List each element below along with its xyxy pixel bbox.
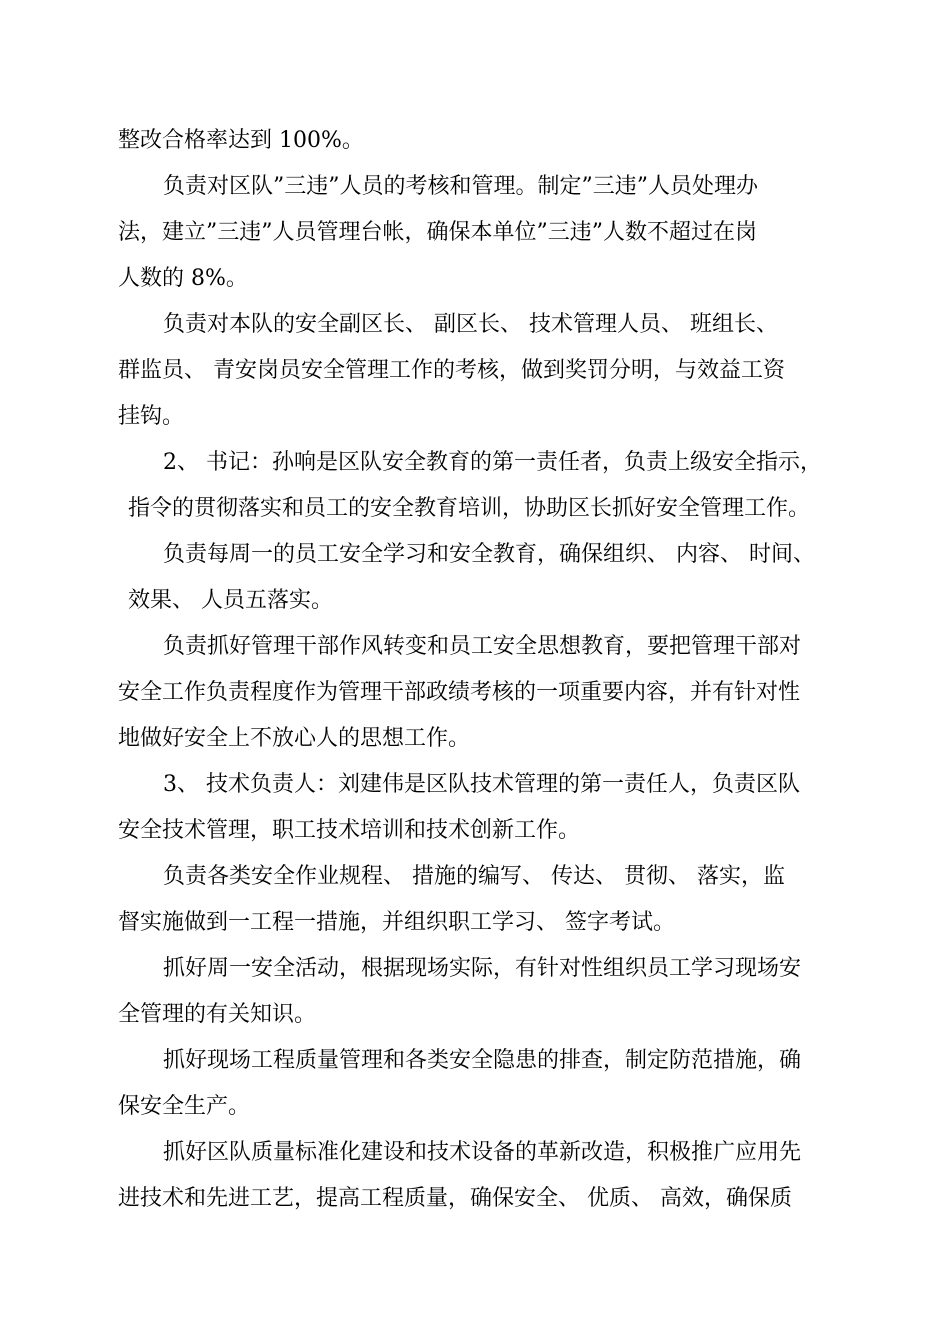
text-line: 安全工作负责程度作为管理干部政绩考核的一项重要内容，并有针对性 [118, 680, 801, 705]
text-line: 法，建立”三违”人员管理台帐，确保本单位”三违”人数不超过在岗 [118, 220, 757, 245]
paragraph-start: 负责各类安全作业规程、 措施的编写、 传达、 贯彻、 落实，监 [163, 864, 785, 889]
paragraph-start: 负责对区队”三违”人员的考核和管理。制定”三违”人员处理办 [163, 174, 758, 199]
text-line: 全管理的有关知识。 [118, 1002, 317, 1027]
paragraph-start: 负责对本队的安全副区长、 副区长、 技术管理人员、 班组长、 [163, 312, 778, 337]
text-line: 进技术和先进工艺，提高工程质量，确保安全、 优质、 高效，确保质 [118, 1186, 792, 1211]
text-line: 督实施做到一工程一措施，并组织职工学习、 签字考试。 [118, 910, 675, 935]
paragraph-start: 抓好区队质量标准化建设和技术设备的革新改造，积极推广应用先 [163, 1140, 802, 1165]
text-line: 安全技术管理，职工技术培训和技术创新工作。 [118, 818, 581, 843]
text-line: 保安全生产。 [118, 1094, 251, 1119]
section-heading-2: 2、 书记：孙响是区队安全教育的第一责任者，负责上级安全指示， [163, 450, 822, 475]
section-heading-3: 3、 技术负责人：刘建伟是区队技术管理的第一责任人，负责区队 [163, 772, 800, 797]
text-line: 群监员、 青安岗员安全管理工作的考核，做到奖罚分明，与效益工资 [118, 358, 785, 383]
paragraph-start: 负责抓好管理干部作风转变和员工安全思想教育，要把管理干部对 [163, 634, 802, 659]
paragraph-start: 抓好现场工程质量管理和各类安全隐患的排查，制定防范措施，确 [163, 1048, 802, 1073]
text-line: 整改合格率达到 100%。 [118, 128, 364, 153]
paragraph-start: 负责每周一的员工安全学习和安全教育，确保组织、 内容、 时间、 [163, 542, 815, 567]
text-line: 指令的贯彻落实和员工的安全教育培训，协助区长抓好安全管理工作。 [128, 496, 811, 521]
text-line: 效果、 人员五落实。 [128, 588, 333, 613]
text-line: 地做好安全上不放心人的思想工作。 [118, 726, 471, 751]
text-line: 人数的 8%。 [118, 266, 248, 291]
text-line: 挂钩。 [118, 404, 185, 429]
paragraph-start: 抓好周一安全活动，根据现场实际，有针对性组织员工学习现场安 [163, 956, 802, 981]
